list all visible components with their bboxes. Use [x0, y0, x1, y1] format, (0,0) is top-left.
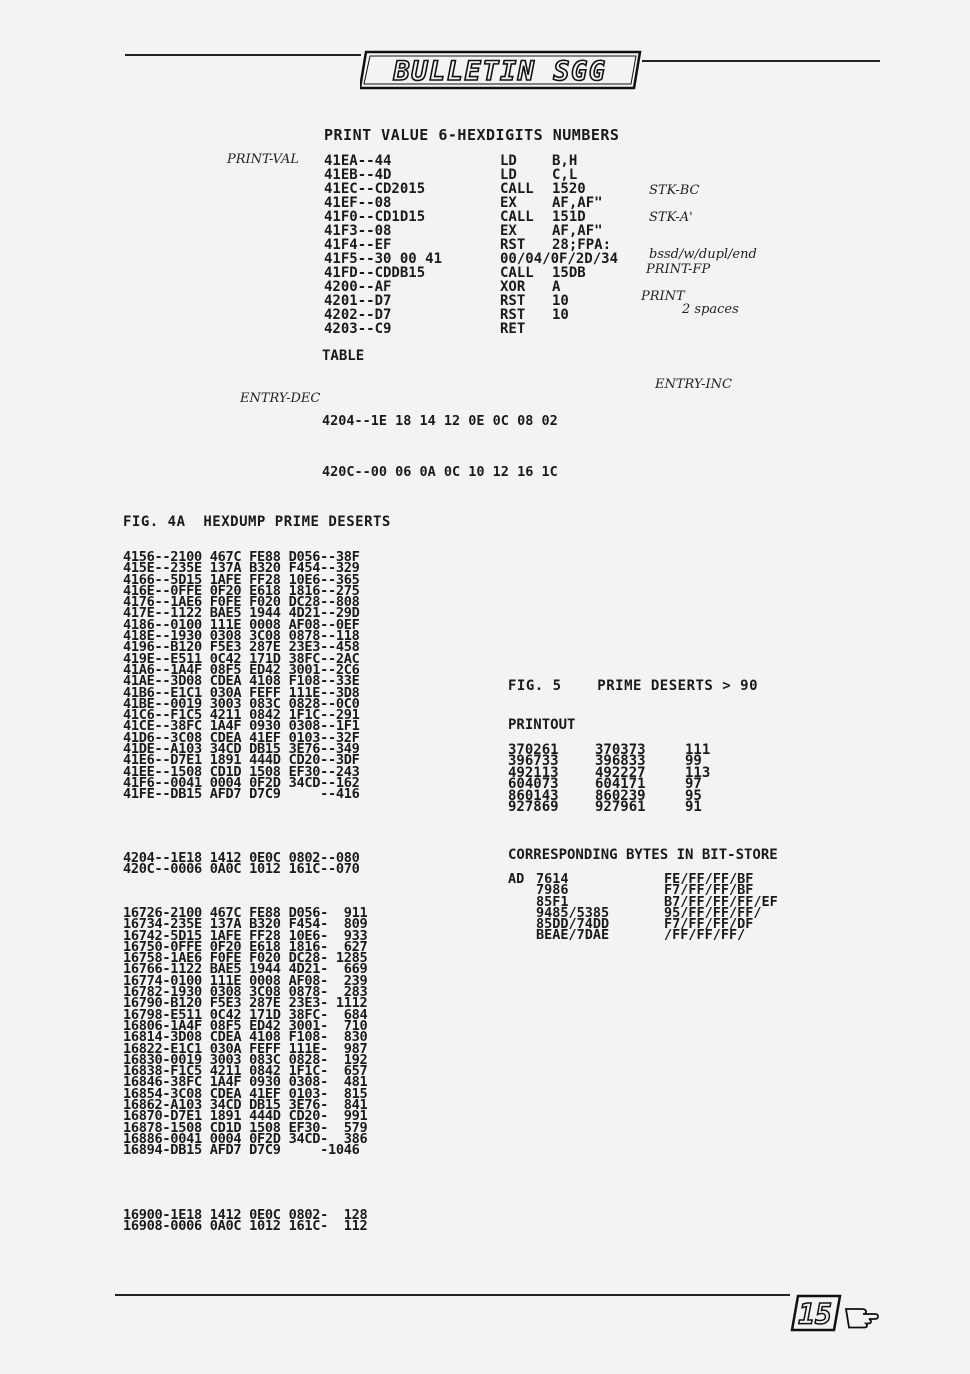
code-opcode: RST	[500, 307, 526, 323]
hex-dump-line: 41CE--38FC 1A4F 0930 0308--1F1	[123, 718, 360, 735]
code-opcode: 00/04/0F/2D/34	[500, 251, 619, 267]
code-operand: AF,AF"	[552, 195, 603, 211]
footer-rule	[115, 1294, 790, 1296]
printout-cell: 91	[685, 798, 702, 815]
masthead-logo	[360, 48, 642, 92]
bitstore-address: 7614	[536, 871, 569, 887]
code-address: 41FD--CDDB15	[324, 265, 426, 281]
printout-cell: 927869	[508, 798, 559, 815]
printout-cell: 492113	[508, 764, 559, 781]
hex-dump-line: 420C--0006 0A0C 1012 161C--070	[123, 861, 360, 878]
decimal-dump-line: 16758-1AE6 F0FE F020 DC28- 1285	[123, 950, 368, 967]
hex-dump-line: 4176--1AE6 F0FE F020 DC28--808	[123, 594, 360, 611]
listing-title: PRINT VALUE 6-HEXDIGITS NUMBERS	[324, 126, 620, 144]
hex-dump-line: 41A6--1A4F 08F5 ED42 3001--2C6	[123, 661, 360, 678]
hex-dump-line: 418E--1930 0308 3C08 0878--118	[123, 628, 360, 645]
decimal-dump-line: 16726-2100 467C FE88 D056- 911	[123, 905, 368, 921]
decimal-dump-line: 16766-1122 BAE5 1944 4D21- 669	[123, 961, 368, 978]
bitstore-bytes: F7/FF/FF/DF	[664, 916, 754, 933]
note-bssd: bssd/w/dupl/end	[649, 247, 757, 262]
code-line	[324, 210, 611, 224]
code-opcode: RST	[500, 293, 526, 309]
hex-dump-line: 41FE--DB15 AFD7 D7C9 --416	[123, 786, 360, 803]
hex-dump-table	[123, 850, 360, 878]
code-line	[324, 280, 611, 294]
code-operand: 10	[552, 307, 569, 323]
hex-dump-line: 4204--1E18 1412 0E0C 0802--080	[123, 850, 360, 866]
decimal-dump-table	[123, 1207, 368, 1235]
decimal-dump-line: 16830-0019 3003 083C 0828- 192	[123, 1051, 368, 1068]
code-line	[324, 238, 611, 252]
code-address: 41EA--44	[324, 153, 392, 169]
decimal-dump-line: 16894-DB15 AFD7 D7C9 -1046	[123, 1142, 360, 1159]
bitstore-label: AD	[508, 871, 525, 887]
note-stk-bc: STK-BC	[649, 183, 700, 198]
bitstore-bytes: B7/FF/FF/FF/EF	[664, 893, 778, 910]
code-address: 41F4--EF	[324, 237, 392, 253]
decimal-dump-line: 16846-38FC 1A4F 0930 0308- 481	[123, 1074, 368, 1091]
code-address: 4201--D7	[324, 293, 392, 309]
code-opcode: CALL	[500, 181, 534, 197]
code-operand: 28;FPA:	[552, 237, 612, 253]
code-opcode: EX	[500, 223, 517, 239]
decimal-dump-line: 16774-0100 111E 0008 AF08- 239	[123, 972, 368, 989]
code-line	[324, 322, 611, 336]
table-line: 4204--1E 18 14 12 0E 0C 08 02	[322, 413, 558, 429]
code-opcode: CALL	[500, 209, 534, 225]
printout-table	[508, 742, 711, 815]
fig4a-title: FIG. 4A HEXDUMP PRIME DESERTS	[123, 514, 391, 530]
header-rule-right	[642, 60, 880, 62]
decimal-dump-line: 16878-1508 CD1D 1508 EF30- 579	[123, 1119, 368, 1136]
printout-cell: 396833	[595, 753, 646, 770]
printout-cell: 396733	[508, 753, 559, 770]
decimal-dump-line: 16750-0FFE 0F20 E618 1816- 627	[123, 938, 368, 955]
code-line	[324, 251, 619, 267]
code-listing	[324, 153, 619, 337]
hex-dump-line: 4156--2100 467C FE88 D056--38F	[123, 549, 360, 565]
printout-cell: 97	[685, 776, 702, 793]
decimal-dump-line: 16908-0006 0A0C 1012 161C- 112	[123, 1218, 368, 1235]
hex-dump-line: 419E--E511 0C42 171D 38FC--2AC	[123, 650, 360, 667]
code-operand: 1520	[552, 181, 586, 197]
hex-dump-line: 41EE--1508 CD1D 1508 EF30--243	[123, 763, 360, 780]
code-line	[324, 266, 611, 280]
code-line	[324, 224, 611, 238]
decimal-dump-line: 16900-1E18 1412 0E0C 0802- 128	[123, 1207, 368, 1223]
decimal-dump-line: 16822-E1C1 030A FEFF 111E- 987	[123, 1040, 368, 1057]
table-line: 420C--00 06 0A 0C 10 12 16 1C	[322, 464, 558, 480]
code-operand: A	[552, 279, 561, 295]
code-opcode: LD	[500, 167, 517, 183]
label-print-val: PRINT-VAL	[227, 152, 300, 167]
note-print-fp: PRINT-FP	[646, 262, 711, 277]
hex-dump-line: 41E6--D7E1 1891 444D CD20--3DF	[123, 752, 360, 769]
bitstore-address: 85F1	[536, 893, 569, 910]
decimal-dump-line: 16814-3D08 CDEA 4108 F108- 830	[123, 1029, 368, 1046]
printout-cell: 604073	[508, 776, 559, 793]
code-address: 41F3--08	[324, 223, 392, 239]
code-operand: 10	[552, 293, 569, 309]
decimal-dump-line: 16862-A103 34CD DB15 3E76- 841	[123, 1097, 368, 1114]
code-opcode: XOR	[500, 279, 526, 295]
code-operand: 15DB	[552, 265, 586, 281]
bitstore-bytes: FE/FF/FF/BF	[664, 871, 754, 887]
decimal-dump-line: 16790-B120 F5E3 287E 23E3- 1112	[123, 995, 368, 1012]
printout-cell: 860239	[595, 787, 646, 804]
hex-dump-line: 4196--B120 F5E3 287E 23E3--458	[123, 639, 360, 656]
code-operand: B,H	[552, 153, 578, 169]
decimal-dump-line: 16782-1930 0308 3C08 0878- 283	[123, 984, 368, 1001]
bitstore-row	[508, 927, 778, 944]
hex-dump-line: 41BE--0019 3003 083C 0828--0C0	[123, 695, 360, 712]
printout-cell: 95	[685, 787, 702, 804]
decimal-dump-line: 16798-E511 0C42 171D 38FC- 684	[123, 1006, 368, 1023]
code-address: 41EC--CD2015	[324, 181, 426, 197]
note-stk-a: STK-A'	[649, 210, 693, 225]
code-line	[324, 154, 611, 168]
printout-cell: 860143	[508, 787, 559, 804]
printout-cell: 113	[685, 764, 711, 781]
bitstore-table	[508, 871, 778, 944]
decimal-dump-line: 16734-235E 137A B320 F454- 809	[123, 916, 368, 933]
masthead-text: BULLETIN SGG	[393, 56, 607, 87]
printout-cell: 604171	[595, 776, 646, 793]
code-line	[324, 182, 611, 196]
hex-dump-line: 41C6--F1C5 4211 0842 1F1C--291	[123, 707, 360, 724]
decimal-dump-line: 16806-1A4F 08F5 ED42 3001- 710	[123, 1017, 368, 1034]
decimal-dump-line: 16742-5D15 1AFE FF28 10E6- 933	[123, 927, 368, 944]
code-address: 41EF--08	[324, 195, 392, 211]
table-bytes	[322, 377, 558, 498]
printout-cell: 99	[685, 753, 702, 770]
code-line	[324, 308, 611, 322]
table-title: TABLE	[322, 348, 365, 364]
hex-dump-line: 41AE--3D08 CDEA 4108 F108--33E	[123, 673, 360, 690]
bitstore-address: 9485/5385	[536, 904, 610, 921]
bitstore-bytes: 95/FF/FF/FF/	[664, 904, 762, 921]
printout-row	[508, 798, 710, 815]
code-address: 41F0--CD1D15	[324, 209, 426, 225]
bitstore-title: CORRESPONDING BYTES IN BIT-STORE	[508, 847, 778, 863]
code-address: 4202--D7	[324, 307, 392, 323]
printout-title: PRINTOUT	[508, 717, 576, 733]
code-operand: AF,AF"	[552, 223, 603, 239]
bitstore-bytes: F7/FF/FF/BF	[664, 882, 754, 899]
bitstore-address: BEAE/7DAE	[536, 927, 610, 944]
bitstore-address: 7986	[536, 882, 569, 899]
code-address: 41EB--4D	[324, 167, 392, 183]
hex-dump-line: 417E--1122 BAE5 1944 4D21--29D	[123, 605, 360, 622]
code-address: 4200--AF	[324, 279, 392, 295]
decimal-dump-line: 16854-3C08 CDEA 41EF 0103- 815	[123, 1085, 368, 1102]
hex-dump-line: 41DE--A103 34CD DB15 3E76--349	[123, 741, 360, 758]
decimal-dump	[123, 905, 368, 1159]
header-rule	[125, 54, 361, 56]
note-entry-dec: ENTRY-DEC	[240, 391, 321, 406]
code-line	[324, 294, 611, 308]
code-operand: 151D	[552, 209, 586, 225]
hex-dump-line: 4186--0100 111E 0008 AF08--0EF	[123, 616, 360, 633]
printout-cell: 370261	[508, 742, 559, 758]
code-address: 41F5--30 00 41	[324, 251, 443, 267]
hex-dump-line: 415E--235E 137A B320 F454--329	[123, 560, 360, 577]
code-opcode: RET	[500, 321, 526, 337]
code-opcode: LD	[500, 153, 517, 169]
bitstore-address: 85DD/74DD	[536, 916, 610, 933]
hex-dump-line: 416E--0FFE 0F20 E618 1816--275	[123, 582, 360, 599]
printout-cell: 370373	[595, 742, 646, 758]
code-line	[324, 196, 611, 210]
note-entry-inc: ENTRY-INC	[655, 377, 732, 392]
pointing-hand-icon	[846, 1309, 878, 1328]
printout-cell: 492227	[595, 764, 646, 781]
decimal-dump-line: 16886-0041 0004 0F2D 34CD- 386	[123, 1130, 368, 1147]
page-number: 15	[798, 1298, 832, 1331]
code-address: 4203--C9	[324, 321, 392, 337]
hex-dump-line: 41B6--E1C1 030A FEFF 111E--3D8	[123, 684, 360, 701]
code-opcode: RST	[500, 237, 526, 253]
bitstore-bytes: /FF/FF/FF/	[664, 927, 746, 944]
page-number-badge	[790, 1293, 890, 1337]
hex-dump-line: 41F6--0041 0004 0F2D 34CD--162	[123, 774, 360, 791]
note-print: PRINT	[641, 289, 685, 304]
code-operand: C,L	[552, 167, 578, 183]
decimal-dump-line: 16870-D7E1 1891 444D CD20- 991	[123, 1108, 368, 1125]
decimal-dump-line: 16838-F1C5 4211 0842 1F1C- 657	[123, 1063, 368, 1080]
printout-cell: 111	[685, 742, 711, 758]
hex-dump-line: 4166--5D15 1AFE FF28 10E6--365	[123, 571, 360, 588]
printout-cell: 927961	[595, 798, 646, 815]
hex-dump	[123, 549, 360, 803]
hex-dump-line: 41D6--3C08 CDEA 41EF 0103--32F	[123, 729, 360, 746]
code-opcode: CALL	[500, 265, 534, 281]
note-spaces: 2 spaces	[682, 302, 739, 317]
code-opcode: EX	[500, 195, 517, 211]
code-line	[324, 168, 611, 182]
fig5-title: FIG. 5 PRIME DESERTS > 90	[508, 678, 759, 694]
